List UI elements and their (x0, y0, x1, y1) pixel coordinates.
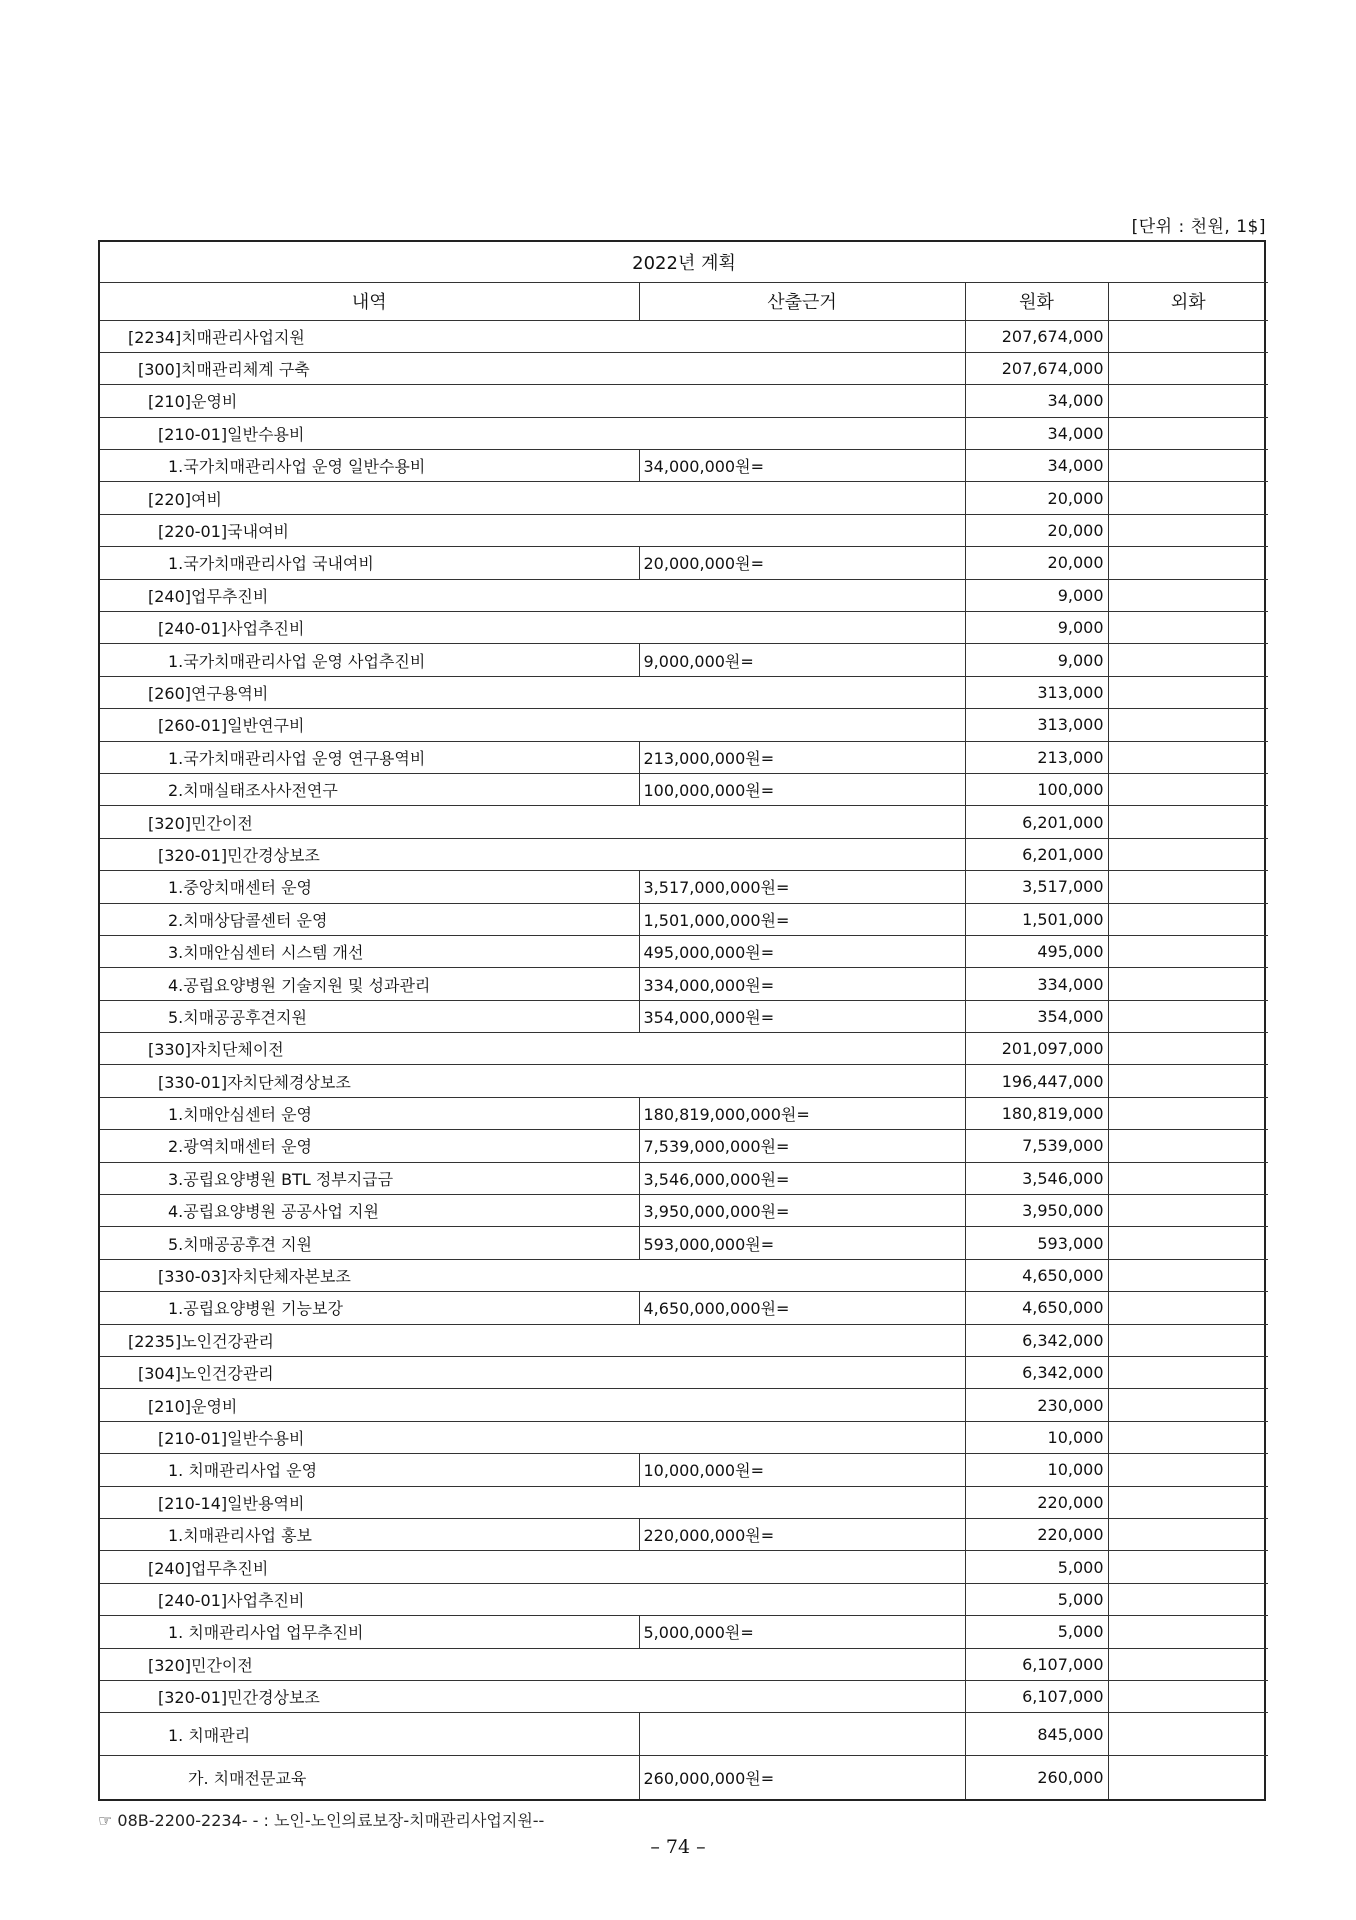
row-foreign (1108, 903, 1268, 935)
row-foreign (1108, 1357, 1268, 1389)
table-row (100, 1292, 1268, 1324)
row-item: 1. 치매관리사업 업무추진비 (100, 1616, 639, 1648)
row-krw: 230,000 (965, 1389, 1108, 1421)
table-row (100, 417, 1268, 449)
row-krw: 196,447,000 (965, 1065, 1108, 1097)
row-krw: 495,000 (965, 935, 1108, 967)
table-row (100, 352, 1268, 384)
row-foreign (1108, 1000, 1268, 1032)
row-krw: 34,000 (965, 450, 1108, 482)
row-foreign (1108, 1097, 1268, 1129)
row-foreign (1108, 1454, 1268, 1486)
table-row (100, 385, 1268, 417)
row-foreign (1108, 1259, 1268, 1291)
row-krw: 34,000 (965, 417, 1108, 449)
row-foreign (1108, 1162, 1268, 1194)
row-item: 1. 치매관리사업 운영 (100, 1454, 639, 1486)
row-foreign (1108, 871, 1268, 903)
row-krw: 207,674,000 (965, 352, 1108, 384)
table-row (100, 1324, 1268, 1356)
row-item: [240-01]사업추진비 (100, 1583, 965, 1615)
table-row (100, 1518, 1268, 1550)
row-krw: 180,819,000 (965, 1097, 1108, 1129)
table-row (100, 482, 1268, 514)
row-item: [330]자치단체이전 (100, 1033, 965, 1065)
row-foreign (1108, 773, 1268, 805)
row-foreign (1108, 385, 1268, 417)
table-row (100, 1551, 1268, 1583)
row-krw: 9,000 (965, 612, 1108, 644)
row-item: [320]민간이전 (100, 806, 965, 838)
row-item: [320-01]민간경상보조 (100, 838, 965, 870)
row-item: 3.공립요양병원 BTL 정부지급금 (100, 1162, 639, 1194)
row-foreign (1108, 1065, 1268, 1097)
row-krw: 10,000 (965, 1421, 1108, 1453)
row-foreign (1108, 1616, 1268, 1648)
row-item: 3.치매안심센터 시스템 개선 (100, 935, 639, 967)
row-krw: 313,000 (965, 676, 1108, 708)
row-basis: 3,517,000,000원= (639, 871, 965, 903)
table-row (100, 1648, 1268, 1680)
table-row (100, 612, 1268, 644)
table-row (100, 1486, 1268, 1518)
row-item: [210]운영비 (100, 385, 965, 417)
row-item: [210-01]일반수용비 (100, 417, 965, 449)
row-foreign (1108, 1583, 1268, 1615)
table-row (100, 1421, 1268, 1453)
row-foreign (1108, 935, 1268, 967)
row-foreign (1108, 1389, 1268, 1421)
row-item: [330-01]자치단체경상보조 (100, 1065, 965, 1097)
row-item: 2.광역치매센터 운영 (100, 1130, 639, 1162)
row-foreign (1108, 1292, 1268, 1324)
page-number: – 74 – (650, 1836, 706, 1858)
row-basis: 9,000,000원= (639, 644, 965, 676)
row-item: 5.치매공공후견 지원 (100, 1227, 639, 1259)
table-row (100, 1756, 1268, 1799)
row-krw: 213,000 (965, 741, 1108, 773)
table-row (100, 1097, 1268, 1129)
row-item: [220]여비 (100, 482, 965, 514)
row-krw: 334,000 (965, 968, 1108, 1000)
row-item: 4.공립요양병원 공공사업 지원 (100, 1195, 639, 1227)
table-row (100, 1583, 1268, 1615)
table-row (100, 1454, 1268, 1486)
row-krw: 9,000 (965, 644, 1108, 676)
row-foreign (1108, 1518, 1268, 1550)
header-basis: 산출근거 (639, 282, 965, 320)
row-item: 1.국가치매관리사업 운영 연구용역비 (100, 741, 639, 773)
table-row (100, 644, 1268, 676)
table-row (100, 450, 1268, 482)
row-item: [260]연구용역비 (100, 676, 965, 708)
row-item: [300]치매관리체계 구축 (100, 352, 965, 384)
row-basis: 260,000,000원= (639, 1756, 965, 1799)
row-basis: 34,000,000원= (639, 450, 965, 482)
row-krw: 9,000 (965, 579, 1108, 611)
row-item: 1.공립요양병원 기능보강 (100, 1292, 639, 1324)
table-row (100, 1162, 1268, 1194)
row-basis: 593,000,000원= (639, 1227, 965, 1259)
row-krw: 7,539,000 (965, 1130, 1108, 1162)
row-krw: 6,107,000 (965, 1648, 1108, 1680)
row-foreign (1108, 741, 1268, 773)
row-foreign (1108, 1486, 1268, 1518)
row-krw: 845,000 (965, 1713, 1108, 1756)
row-foreign (1108, 644, 1268, 676)
row-krw: 20,000 (965, 482, 1108, 514)
row-krw: 34,000 (965, 385, 1108, 417)
header-krw: 원화 (965, 282, 1108, 320)
row-foreign (1108, 676, 1268, 708)
row-basis: 1,501,000,000원= (639, 903, 965, 935)
row-foreign (1108, 1648, 1268, 1680)
row-krw: 201,097,000 (965, 1033, 1108, 1065)
table-row (100, 903, 1268, 935)
row-krw: 260,000 (965, 1756, 1108, 1799)
row-item: [240-01]사업추진비 (100, 612, 965, 644)
row-foreign (1108, 482, 1268, 514)
row-item: [304]노인건강관리 (100, 1357, 965, 1389)
table-row (100, 1680, 1268, 1712)
row-foreign (1108, 612, 1268, 644)
table-row (100, 1389, 1268, 1421)
row-basis: 3,950,000,000원= (639, 1195, 965, 1227)
row-krw: 4,650,000 (965, 1259, 1108, 1291)
row-foreign (1108, 320, 1268, 352)
row-item: 4.공립요양병원 기술지원 및 성과관리 (100, 968, 639, 1000)
footer-code: ☞ 08B-2200-2234- - : 노인-노인의료보장-치매관리사업지원-- (98, 1811, 545, 1830)
table-row (100, 1259, 1268, 1291)
row-foreign (1108, 1756, 1268, 1799)
budget-rows (100, 320, 1268, 1799)
row-item: 1.국가치매관리사업 운영 일반수용비 (100, 450, 639, 482)
table-row (100, 1713, 1268, 1756)
row-basis: 495,000,000원= (639, 935, 965, 967)
row-krw: 6,107,000 (965, 1680, 1108, 1712)
row-krw: 100,000 (965, 773, 1108, 805)
row-basis (639, 1713, 965, 1756)
table-row (100, 1227, 1268, 1259)
row-foreign (1108, 579, 1268, 611)
row-krw: 593,000 (965, 1227, 1108, 1259)
row-item: [320]민간이전 (100, 1648, 965, 1680)
row-foreign (1108, 1227, 1268, 1259)
row-item: [240]업무추진비 (100, 1551, 965, 1583)
table-row (100, 579, 1268, 611)
row-foreign (1108, 547, 1268, 579)
table-row (100, 806, 1268, 838)
table-row (100, 741, 1268, 773)
row-foreign (1108, 1551, 1268, 1583)
row-krw: 6,201,000 (965, 838, 1108, 870)
table-row (100, 320, 1268, 352)
row-item: 1.국가치매관리사업 국내여비 (100, 547, 639, 579)
table-row (100, 1616, 1268, 1648)
row-krw: 1,501,000 (965, 903, 1108, 935)
row-krw: 4,650,000 (965, 1292, 1108, 1324)
row-item: 2.치매상담콜센터 운영 (100, 903, 639, 935)
row-item: [260-01]일반연구비 (100, 709, 965, 741)
row-krw: 6,342,000 (965, 1324, 1108, 1356)
row-krw: 6,342,000 (965, 1357, 1108, 1389)
row-item: [2235]노인건강관리 (100, 1324, 965, 1356)
row-item: 1. 치매관리 (100, 1713, 639, 1756)
row-basis: 3,546,000,000원= (639, 1162, 965, 1194)
row-krw: 220,000 (965, 1518, 1108, 1550)
table-row (100, 676, 1268, 708)
row-krw: 313,000 (965, 709, 1108, 741)
row-krw: 354,000 (965, 1000, 1108, 1032)
row-foreign (1108, 838, 1268, 870)
table-row (100, 1033, 1268, 1065)
row-krw: 3,517,000 (965, 871, 1108, 903)
table-row (100, 1065, 1268, 1097)
table-row (100, 514, 1268, 546)
row-basis: 7,539,000,000원= (639, 1130, 965, 1162)
row-item: [210]운영비 (100, 1389, 965, 1421)
row-foreign (1108, 1713, 1268, 1756)
plan-title: 2022년 계획 (100, 242, 1268, 282)
row-basis: 100,000,000원= (639, 773, 965, 805)
row-foreign (1108, 1680, 1268, 1712)
row-basis: 354,000,000원= (639, 1000, 965, 1032)
row-item: 1.치매관리사업 홍보 (100, 1518, 639, 1550)
row-krw: 5,000 (965, 1551, 1108, 1583)
table-row (100, 1130, 1268, 1162)
row-item: 1.치매안심센터 운영 (100, 1097, 639, 1129)
row-foreign (1108, 968, 1268, 1000)
row-basis: 10,000,000원= (639, 1454, 965, 1486)
row-item: [210-14]일반용역비 (100, 1486, 965, 1518)
table-row (100, 1195, 1268, 1227)
row-basis: 220,000,000원= (639, 1518, 965, 1550)
row-foreign (1108, 514, 1268, 546)
row-basis: 20,000,000원= (639, 547, 965, 579)
row-foreign (1108, 709, 1268, 741)
row-item: 가. 치매전문교육 (100, 1756, 639, 1799)
row-krw: 6,201,000 (965, 806, 1108, 838)
row-item: 2.치매실태조사사전연구 (100, 773, 639, 805)
row-basis: 4,650,000,000원= (639, 1292, 965, 1324)
row-krw: 207,674,000 (965, 320, 1108, 352)
table-row (100, 1357, 1268, 1389)
row-item: 5.치매공공후견지원 (100, 1000, 639, 1032)
budget-table-frame (98, 240, 1266, 1801)
row-basis: 213,000,000원= (639, 741, 965, 773)
table-row (100, 838, 1268, 870)
row-krw: 5,000 (965, 1583, 1108, 1615)
row-foreign (1108, 806, 1268, 838)
row-krw: 3,950,000 (965, 1195, 1108, 1227)
row-krw: 3,546,000 (965, 1162, 1108, 1194)
row-foreign (1108, 1421, 1268, 1453)
row-item: [330-03]자치단체자본보조 (100, 1259, 965, 1291)
row-foreign (1108, 450, 1268, 482)
row-foreign (1108, 1195, 1268, 1227)
row-basis: 334,000,000원= (639, 968, 965, 1000)
row-basis: 5,000,000원= (639, 1616, 965, 1648)
row-foreign (1108, 1324, 1268, 1356)
row-item: [240]업무추진비 (100, 579, 965, 611)
row-krw: 20,000 (965, 547, 1108, 579)
header-item: 내역 (100, 282, 639, 320)
row-foreign (1108, 1033, 1268, 1065)
row-item: [210-01]일반수용비 (100, 1421, 965, 1453)
budget-table (100, 242, 1268, 1799)
row-item: [320-01]민간경상보조 (100, 1680, 965, 1712)
row-krw: 10,000 (965, 1454, 1108, 1486)
table-row (100, 773, 1268, 805)
row-foreign (1108, 1130, 1268, 1162)
row-item: [2234]치매관리사업지원 (100, 320, 965, 352)
row-foreign (1108, 352, 1268, 384)
table-row (100, 935, 1268, 967)
row-krw: 5,000 (965, 1616, 1108, 1648)
row-krw: 220,000 (965, 1486, 1108, 1518)
row-item: 1.국가치매관리사업 운영 사업추진비 (100, 644, 639, 676)
row-item: 1.중앙치매센터 운영 (100, 871, 639, 903)
unit-note: [단위 : 천원, 1$] (1131, 217, 1266, 237)
table-row (100, 709, 1268, 741)
header-foreign: 외화 (1108, 282, 1268, 320)
table-row (100, 968, 1268, 1000)
row-krw: 20,000 (965, 514, 1108, 546)
row-basis: 180,819,000,000원= (639, 1097, 965, 1129)
row-item: [220-01]국내여비 (100, 514, 965, 546)
table-row (100, 1000, 1268, 1032)
table-row (100, 547, 1268, 579)
row-foreign (1108, 417, 1268, 449)
table-row (100, 871, 1268, 903)
